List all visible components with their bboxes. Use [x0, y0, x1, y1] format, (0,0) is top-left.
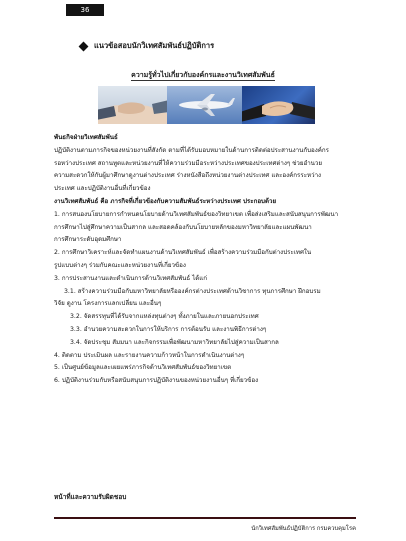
section1-title: พันธกิจฝ่ายวิเทศสัมพันธ์	[54, 134, 118, 141]
document-body	[54, 132, 354, 388]
sub-list-item: 3.4. จัดประชุม สัมมนา และกิจกรรมเพื่อพัฒนามหาวิทยาลัยไปสู่ความเป็นสากล	[70, 338, 279, 346]
subtitle-text: ความรู้ทั่วไปเกี่ยวกับองค์กรและงานวิเทศสัมพันธ์	[131, 71, 275, 79]
header-image-strip	[98, 86, 315, 124]
section1-line: ประเทศ และปฏิบัติงานอื่นที่เกี่ยวข้อง	[54, 185, 151, 193]
business-handshake-photo	[242, 86, 315, 124]
list-item-line: 1. การสนองนโยบายการกำหนดนโยบายด้านวิเทศสัมพันธ์ของวิทยาเขต เพื่อส่งเสริมและสนับสนุนการพัฒนา	[54, 210, 339, 218]
page-number: 36	[66, 4, 104, 16]
section2-title: งานวิเทศสัมพันธ์ คือ ภารกิจที่เกี่ยวข้องกับความสัมพันธ์ระหว่างประเทศ ประกอบด้วย	[54, 197, 277, 205]
list-item-line: รูปแบบต่างๆ ร่วมกับคณะและหน่วยงานที่เกี่ยวข้อง	[54, 261, 186, 269]
section1-line: ปฏิบัติงานตามภารกิจของหน่วยงานที่สังกัด ตามที่ได้รับมอบหมายในด้านการติดต่อประสานงานกับองค์กร	[54, 146, 329, 154]
list-item-line: 2. การศึกษาวิเคราะห์และจัดทำแผนงานด้านวิเทศสัมพันธ์ เพื่อสร้างความร่วมมือกับต่างประเทศใน	[54, 249, 312, 257]
list-item: 4. ติดตาม ประเมินผล และรายงานความก้าวหน้าในการดำเนินงานต่างๆ	[54, 351, 245, 359]
sub-list-item: 3.2. จัดสรรทุนที่ได้รับจากแหล่งทุนต่างๆ ทั้งภายในและภายนอกประเทศ	[70, 313, 259, 321]
footer-text: นักวิเทศสัมพันธ์ปฏิบัติการ กรมควบคุมโรค	[251, 526, 356, 532]
duties-title: หน้าที่และความรับผิดชอบ	[54, 493, 127, 501]
subtitle	[0, 70, 406, 81]
heading-text: แนวข้อสอบนักวิเทศสัมพันธ์ปฏิบัติการ	[94, 41, 215, 50]
list-item-line: การศึกษาระดับอุดมศึกษา	[54, 236, 122, 244]
sub-list-item-line: วิจัย ดูงาน โครงการแลกเปลี่ยน และอื่นๆ	[54, 300, 162, 308]
list-item: 5. เป็นศูนย์ข้อมูลและเผยแพร่ภารกิจด้านวิเทศสัมพันธ์ของวิทยาเขต	[54, 364, 232, 372]
list-item: 3. การประสานงานและดำเนินการด้านวิเทศสัมพันธ์ ได้แก่	[54, 274, 207, 282]
sub-list-item: 3.3. อำนวยความสะดวกในการให้บริการ การต้อนรับ และงานพิธีการต่างๆ	[70, 325, 267, 333]
list-item: 6. ปฏิบัติงานร่วมกับหรือสนับสนุนการปฏิบัติงานของหน่วยงานอื่นๆ ที่เกี่ยวข้อง	[54, 377, 259, 385]
list-item-line: การศึกษาไปสู่ศึกษาความเป็นสากล และสอดคล้องกับนโยบายหลักของมหาวิทยาลัยและแผนพัฒนา	[54, 223, 312, 231]
footer-divider	[54, 517, 356, 519]
section-heading	[80, 40, 214, 52]
airplane-photo	[167, 86, 242, 124]
handshake-photo	[98, 86, 167, 124]
sub-list-item-line: 3.1. สร้างความร่วมมือกับมหาวิทยาลัยหรือองค์กรต่างประเทศด้านวิชาการ ทุนการศึกษา ฝึกอบรม	[64, 287, 321, 295]
section1-line: ความสะดวกให้กับผู้มาศึกษาดูงานต่างประเทศ ร่างหนังสือถึงหน่วยงานต่างประเทศ และองค์กรระหว่าง	[54, 172, 322, 180]
section1-line: รอหว่างประเทศ สถานทูตและหน่วยงานที่ให้ความร่วมมือระหว่างประเทศของประเทศต่างๆ ช่วยอำนวย	[54, 159, 323, 167]
diamond-bullet-icon	[79, 41, 89, 51]
